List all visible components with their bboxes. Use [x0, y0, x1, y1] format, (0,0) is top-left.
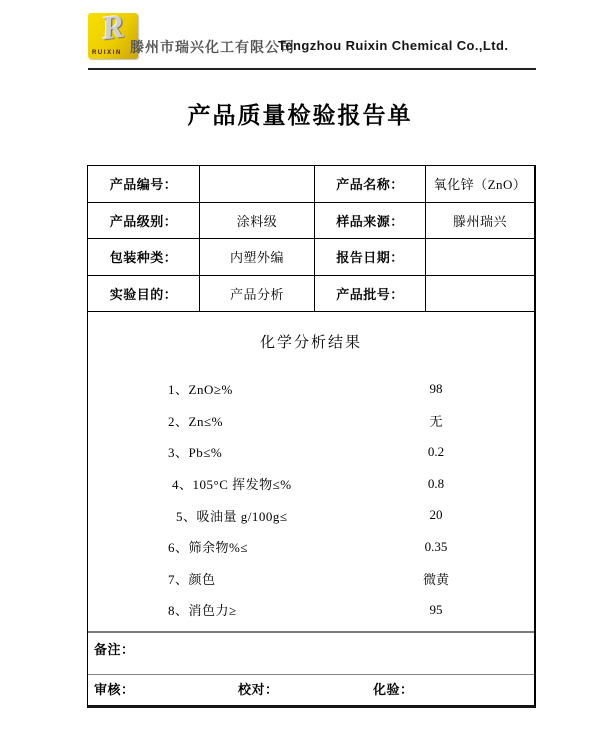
proofread-label: 校对：: [238, 682, 279, 697]
logo-brand-text: RUIXIN: [92, 50, 122, 56]
item-name: 6、筛余物%≤: [168, 540, 248, 556]
item-name: 1、ZnO≥%: [168, 382, 233, 398]
analysis-item-1: [88, 373, 534, 405]
item-value: 微黄: [422, 571, 449, 587]
table-row-test-purpose: [88, 276, 534, 313]
item-value: 无: [429, 413, 443, 429]
product-grade-label: 产品级别：: [109, 213, 178, 229]
analysis-item-5: [88, 499, 534, 531]
item-name: 7、颜色: [168, 571, 216, 587]
header-divider: [88, 68, 536, 70]
batch-no-label: 产品批号：: [314, 276, 425, 312]
item-name: 5、吸油量 g/100g≤: [176, 508, 288, 524]
test-purpose-label: 实验目的：: [109, 286, 178, 302]
report-date-label: 报告日期：: [314, 239, 425, 275]
analysis-heading: 化学分析结果: [259, 335, 362, 351]
packaging-label: 包装种类：: [109, 250, 178, 266]
assay-label: 化验：: [373, 682, 414, 697]
logo-r-icon: R: [99, 8, 127, 48]
item-value: 20: [429, 507, 443, 523]
analysis-item-7: [88, 563, 534, 595]
item-name: 3、Pb≤%: [168, 445, 223, 461]
sample-source-label: 样品来源：: [314, 203, 425, 239]
report-date-value: [425, 239, 534, 275]
table-row-product-no: [88, 166, 534, 203]
table-row-product-grade: [88, 203, 534, 240]
item-value: 98: [429, 380, 443, 396]
review-label: 审核：: [94, 682, 135, 697]
analysis-item-6: [88, 531, 534, 563]
sample-source-value: 滕州瑞兴: [425, 203, 534, 239]
analysis-section: [88, 312, 534, 633]
page-title: 产品质量检验报告单: [187, 102, 413, 128]
item-name: 8、消色力≥: [168, 603, 237, 619]
product-name-label: 产品名称：: [314, 166, 425, 202]
company-name-english: Tengzhou Ruixin Chemical Co.,Ltd.: [278, 38, 509, 53]
item-value: 95: [429, 601, 443, 617]
analysis-item-2: [88, 405, 534, 437]
product-no-label: 产品编号：: [109, 177, 178, 193]
item-value: 0.2: [427, 443, 445, 459]
test-purpose-value: 产品分析: [199, 276, 314, 312]
product-grade-value: 涂料级: [199, 203, 314, 239]
item-value: 0.8: [427, 475, 445, 491]
analysis-item-4: [88, 468, 534, 500]
company-name-chinese: 滕州市瑞兴化工有限公司: [130, 41, 295, 56]
report-table: [87, 165, 536, 708]
analysis-item-3: [88, 436, 534, 468]
analysis-items: [88, 373, 534, 626]
analysis-item-8: [88, 594, 534, 626]
item-name: 2、Zn≤%: [168, 413, 223, 429]
product-name-value: 氧化锌（ZnO）: [425, 166, 534, 202]
remarks-label: 备注：: [94, 642, 135, 657]
packaging-value: 内塑外编: [199, 239, 314, 275]
signature-row: [88, 675, 534, 705]
remarks-row: [88, 633, 534, 675]
table-row-packaging: [88, 239, 534, 276]
item-name: 4、105°C 挥发物≤%: [172, 477, 292, 493]
product-no-value: [199, 166, 314, 202]
batch-no-value: [425, 276, 534, 312]
item-value: 0.35: [424, 538, 448, 554]
